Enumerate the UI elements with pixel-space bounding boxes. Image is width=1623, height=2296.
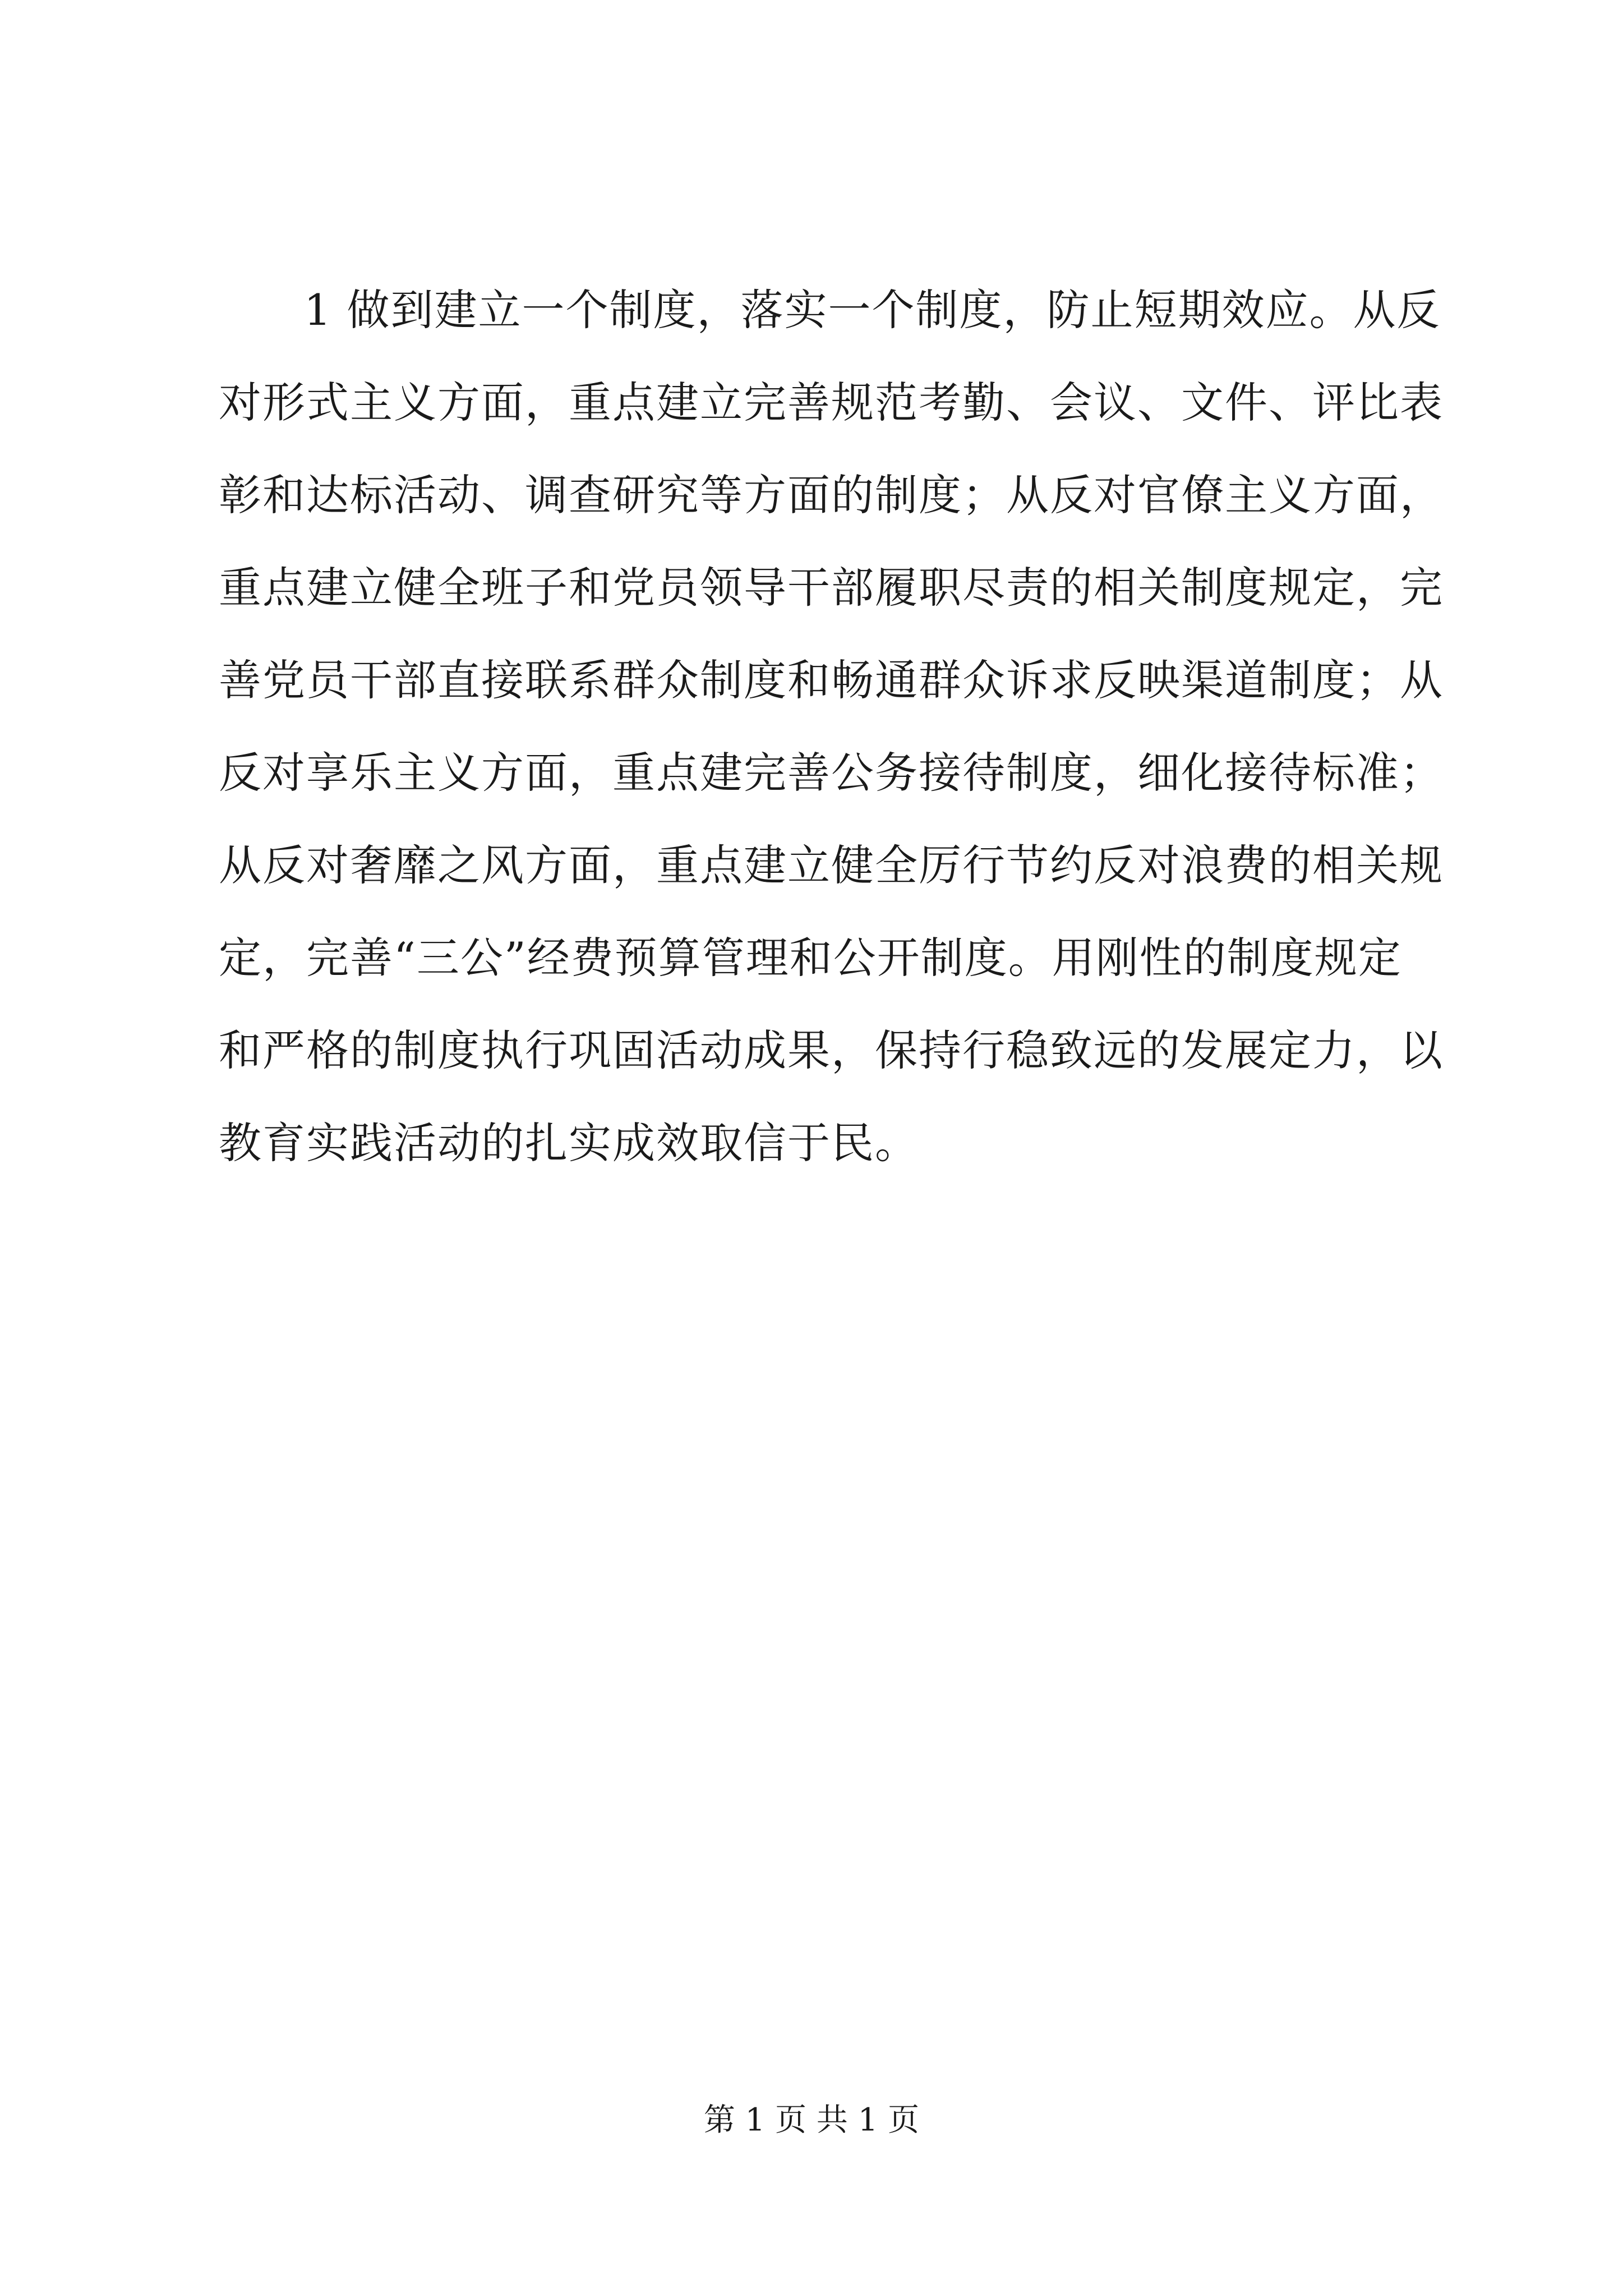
paragraph-line: 从反对奢靡之风方面，重点建立健全厉行节约反对浪费的相关规 [219,840,1444,890]
paragraph-line: 重点建立健全班子和党员领导干部履职尽责的相关制度规定，完 [219,563,1444,613]
paragraph-line: 对形式主义方面，重点建立完善规范考勤、会议、文件、评比表 [219,378,1444,427]
paragraph-line: 1 做到建立一个制度，落实一个制度，防止短期效应。从反 [304,285,1441,335]
body-paragraph [219,264,1444,1189]
paragraph-line: 彰和达标活动、调查研究等方面的制度；从反对官僚主义方面， [219,470,1444,520]
paragraph-line: 反对享乐主义方面，重点建完善公务接待制度，细化接待标准； [219,748,1444,798]
page-footer: 第 1 页 共 1 页 [703,2102,920,2138]
paragraph-line: 教育实践活动的扎实成效取信于民。 [219,1118,919,1168]
paragraph-line: 善党员干部直接联系群众制度和畅通群众诉求反映渠道制度；从 [219,655,1444,705]
paragraph-line: 定，完善“三公”经费预算管理和公开制度。用刚性的制度规定 [219,933,1402,983]
paragraph-line: 和严格的制度执行巩固活动成果，保持行稳致远的发展定力，以 [219,1025,1444,1075]
